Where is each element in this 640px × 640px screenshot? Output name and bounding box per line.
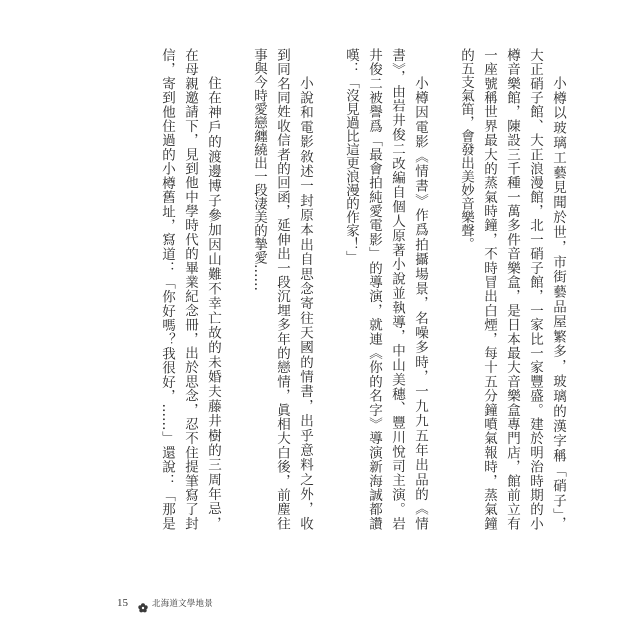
text-column: 住在神戶的渡邊博子參加因山難不幸亡故的未婚夫藤井樹的三周年忌， (205, 76, 221, 530)
text-column: 信，寄到他住過的小樽舊址，寫道：「你好嗎？我很好，……」還說：「那是 (159, 48, 175, 530)
running-title: 北海道文學地景 (152, 599, 213, 609)
text-column: 在母親邀請下，見到他中學時代的畢業紀念冊，出於思念，忍不住提筆寫了封 (182, 48, 198, 530)
flower-icon (138, 598, 148, 608)
text-column: 井俊二被譽爲「最會拍純愛電影」的導演，就連《你的名字》導演新海誠都讚 (366, 48, 382, 530)
text-column: 書》，由岩井俊二改編自個人原著小說並執導，中山美穗、豐川悅司主演。岩 (389, 48, 405, 530)
page-number: 15 (117, 597, 128, 609)
text-column: 事與今時愛戀纏繞出一段淒美的摯愛…… (251, 48, 267, 291)
page-footer (117, 596, 213, 610)
text-column: 樽音樂館，陳設三千種一萬多件音樂盒，是日本最大音樂盒專門店，館前立有 (504, 48, 520, 530)
text-column: 小樽以玻璃工藝見聞於世，市街藝品屋繁多，玻璃的漢字稱「硝子」， (550, 76, 566, 530)
text-column: 嘆：「沒見過比這更浪漫的作家！」 (343, 48, 359, 264)
text-column: 的五支氣笛，會發出美妙音樂聲。 (458, 48, 474, 251)
text-column: 一座號稱世界最大的蒸氣時鐘，不時冒出白煙，每十五分鐘噴氣報時，蒸氣鐘 (481, 48, 497, 530)
text-column: 大正硝子館、大正浪漫館，北一硝子館，一家比一家豐盛。建於明治時期的小 (527, 48, 543, 530)
text-column: 小說和電影敘述一封原本出自思念寄往天國的情書，出乎意料之外，收 (297, 76, 313, 530)
text-column: 到同名同姓收信者的回函，延伸出一段沉埋多年的戀情，眞相大白後，前塵往 (274, 48, 290, 530)
text-column: 小樽因電影《情書》作爲拍攝場景，名噪多時，一九九五年出品的《情 (412, 76, 428, 530)
